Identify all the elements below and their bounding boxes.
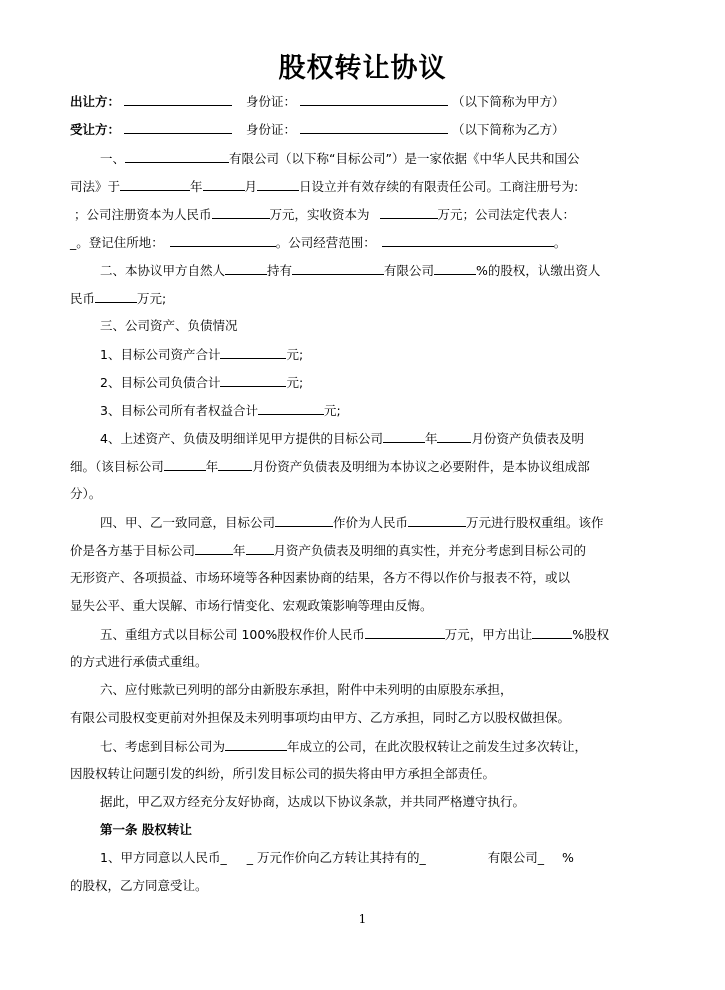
p2-text: 持有 <box>267 263 293 278</box>
article1-text: 有限公司_ <box>487 850 544 865</box>
year-blank <box>195 541 233 555</box>
p3-text: 元; <box>286 347 304 362</box>
p5-line1 <box>100 625 609 644</box>
article1-line2: 的股权，乙方同意受让。 <box>70 878 208 893</box>
address-blank <box>170 233 276 247</box>
price-blank <box>408 513 466 527</box>
buyer-line <box>70 120 564 139</box>
seller-id-label: 身份证： <box>245 94 296 109</box>
valuation-blank <box>275 513 333 527</box>
p1-text: 万元，实收资本为 <box>269 207 370 222</box>
page-number: 1 <box>358 912 367 926</box>
p5-text: 五、重组方式以目标公司 100%股权作价人民币 <box>100 627 365 642</box>
p3-item4-line1 <box>100 429 584 448</box>
month-blank <box>218 457 252 471</box>
p6-line1: 六、应付账款已列明的部分由新股东承担，附件中未列明的由原股东承担， <box>100 682 513 697</box>
p2-text: 有限公司 <box>384 263 435 278</box>
month-blank <box>203 177 245 191</box>
article1-text: _ 万元作价向乙方转让其持有的_ <box>246 850 426 865</box>
p3-item4-line2 <box>70 457 590 476</box>
p3-text: 1、目标公司资产合计 <box>100 347 221 362</box>
p7-text: 年成立的公司，在此次股权转让之前发生过多次转让， <box>287 739 588 754</box>
day-blank <box>257 177 299 191</box>
p3-text: 月份资产负债表及明细为本协议之必要附件，是本协议组成部 <box>252 459 590 474</box>
founding-year-blank <box>225 737 287 751</box>
p1-text: ；公司注册资本为人民币 <box>74 207 212 222</box>
capital-amount-blank <box>95 289 137 303</box>
p7-line2: 因股权转让问题引发的纠纷，所引发目标公司的损失将由甲方承担全部责任。 <box>70 766 496 781</box>
p2-line2 <box>70 289 166 308</box>
paid-capital-blank <box>380 205 438 219</box>
p2-text: 民币 <box>70 291 96 306</box>
assets-total-blank <box>220 345 286 359</box>
p1-text: 万元；公司法定代表人： <box>437 207 576 222</box>
month-blank <box>437 429 471 443</box>
p3-item3 <box>100 401 341 420</box>
p1-line4 <box>70 233 566 252</box>
seller-note: （以下简称为甲方） <box>451 94 565 109</box>
p8-line: 据此，甲乙双方经充分友好协商，达成以下协议条款，并共同严格遵守执行。 <box>100 794 526 809</box>
document-title: 股权转让协议 <box>278 53 447 84</box>
p1-text: 有限公司（以下称“目标公司”）是一家依据《中华人民共和国公 <box>229 151 580 166</box>
p2-text: 万元; <box>137 291 167 306</box>
buyer-id-blank <box>300 120 448 134</box>
liabilities-total-blank <box>220 373 286 387</box>
p1-text: 。公司经营范围： <box>275 235 376 250</box>
p7-line1 <box>100 737 587 756</box>
p4-line3: 无形资产、各项损益、市场环境等各种因素协商的结果，各方不得以作价与报表不符，或以 <box>70 570 571 585</box>
buyer-id-label: 身份证： <box>245 122 296 137</box>
restructure-price-blank <box>365 625 445 639</box>
p3-text: 年 <box>424 431 438 446</box>
p3-text: 元; <box>323 403 341 418</box>
company-name-blank <box>125 149 229 163</box>
year-blank <box>383 429 425 443</box>
p4-text: 年 <box>233 543 246 558</box>
registered-capital-blank <box>212 205 270 219</box>
p1-text: 一、 <box>100 151 126 166</box>
company-blank <box>292 261 384 275</box>
p3-text: 细。（该目标公司 <box>70 459 164 474</box>
p5-text: %股权 <box>572 627 610 642</box>
month-blank <box>246 541 274 555</box>
p4-line4: 显失公平、重大误解、市场行情变化、宏观政策影响等理由反悔。 <box>70 598 433 613</box>
p3-heading: 三、公司资产、负债情况 <box>100 318 238 333</box>
p2-text: %的股权，认缴出资人 <box>476 263 601 278</box>
seller-label: 出让方： <box>70 94 121 109</box>
p4-text: 万元进行股权重组。该作 <box>466 515 604 530</box>
p4-text: 月资产负债表及明细的真实性，并充分考虑到目标公司的 <box>273 543 587 558</box>
p5-line2: 的方式进行承债式重组。 <box>70 654 208 669</box>
p3-text: 2、目标公司负债合计 <box>100 375 221 390</box>
p1-text: 。 <box>553 235 567 250</box>
p1-line3 <box>74 205 575 224</box>
seller-id-blank <box>300 92 448 106</box>
year-blank <box>120 177 190 191</box>
p3-text: 4、上述资产、负债及明细详见甲方提供的目标公司 <box>100 431 383 446</box>
p1-text: 月 <box>244 179 258 194</box>
natural-person-blank <box>225 261 267 275</box>
p1-text: 年 <box>190 179 203 194</box>
p1-text: 日设立并有效存续的有限责任公司。工商注册号为: <box>299 179 579 194</box>
p4-line1 <box>100 513 604 532</box>
p5-text: 万元，甲方出让 <box>444 627 533 642</box>
article1-heading: 第一条 股权转让 <box>100 822 192 837</box>
p3-text: 月份资产负债表及明 <box>471 431 584 446</box>
seller-name-blank <box>124 92 232 106</box>
p1-line1 <box>100 149 579 168</box>
percent-blank <box>532 625 572 639</box>
p3-item4-line3: 分）。 <box>70 486 102 501</box>
seller-line <box>70 92 564 111</box>
article1-line1 <box>100 849 574 867</box>
p2-line1 <box>100 261 600 280</box>
buyer-note: （以下简称为乙方） <box>451 122 565 137</box>
p7-text: 七、考虑到目标公司为 <box>100 739 226 754</box>
percent-blank <box>434 261 476 275</box>
buyer-label: 受让方： <box>70 122 121 137</box>
p6-line2: 有限公司股权变更前对外担保及未列明事项均由甲方、乙方承担，同时乙方以股权做担保。 <box>70 710 571 725</box>
p4-text: 作价为人民币 <box>333 515 409 530</box>
p3-item1 <box>100 345 303 364</box>
p4-line2 <box>70 541 586 560</box>
p3-text: 3、目标公司所有者权益合计 <box>100 403 258 418</box>
equity-total-blank <box>258 401 324 415</box>
business-scope-blank <box>382 233 554 247</box>
p1-text: _。登记住所地： <box>70 235 164 250</box>
p1-text: 司法》于 <box>70 179 121 194</box>
p4-text: 价是各方基于目标公司 <box>70 543 196 558</box>
p2-text: 二、本协议甲方自然人 <box>100 263 226 278</box>
p1-line2 <box>70 177 578 196</box>
article1-text: 1、甲方同意以人民币_ <box>100 850 227 865</box>
p3-item2 <box>100 373 303 392</box>
buyer-name-blank <box>124 120 232 134</box>
p3-text: 元; <box>286 375 304 390</box>
article1-text: % <box>561 850 574 865</box>
p4-text: 四、甲、乙一致同意，目标公司 <box>100 515 276 530</box>
p3-text: 年 <box>205 459 219 474</box>
year-blank <box>164 457 206 471</box>
